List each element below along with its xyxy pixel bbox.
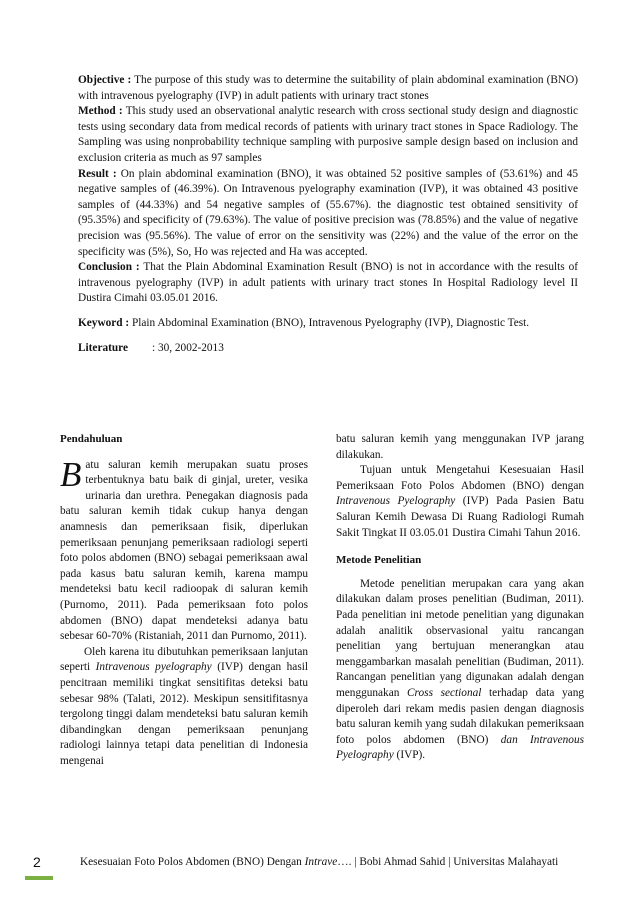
left-column — [60, 432, 308, 769]
section-heading-pendahuluan: Pendahuluan — [60, 433, 123, 445]
running-head — [80, 856, 558, 868]
keyword-paragraph — [78, 316, 578, 332]
result-paragraph — [78, 167, 578, 261]
objective-id-text-a: Tujuan untuk Mengetahui Kesesuaian Hasil Pemeriksaan Foto Polos Abdomen (BNO) dengan — [336, 464, 584, 492]
method-id-text-a: Metode penelitian merupakan cara yang akan dilakukan dalam proses penelitian (Budiman, 2011). Pada penelitian ini metode penelitian yang digunakan adalah analitik observasional yaitu rancangan penelitian yang bertujuan menerangkan atau menggambarkan masalah penelitian (Budiman, 2011). Rancangan penelitian yang digunakan adalah dengan menggunakan — [336, 577, 584, 699]
objective-id-italic: Intravenous Pyelography — [336, 495, 456, 508]
keyword-label: Keyword : — [78, 316, 130, 329]
intro-paragraph-2-text-a: Oleh karena itu dibutuhkan pemeriksaan lanjutan seperti — [60, 645, 308, 674]
literature-paragraph — [78, 341, 578, 357]
objective-paragraph — [78, 73, 578, 104]
running-head-italic: Intrave — [304, 856, 338, 868]
intro-paragraph-2-text-b: (IVP) dengan hasil pencitraan memiliki tingkat sensitifitas deteksi batu sebesar 98% (Talati, 2012). Meskipun sensitifitasnya tergolong tinggi dalam mendeteksi batu saluran kemih dibandingkan dengan pemeriksaan penunjang radiologi lainnya tetapi data penelitian di Indonesia mengenai — [60, 661, 308, 767]
result-label: Result : — [78, 167, 117, 180]
intro-paragraph-2 — [60, 645, 308, 770]
objective-text: The purpose of this study was to determine the suitability of plain abdominal examination (BNO) with intravenous pyelography (IVP) in adult patients with urinary tract stones — [78, 74, 579, 102]
method-text: This study used an observational analytic research with cross sectional study design and diagnostic tests using secondary data from medical records of patients with urinary tract stones in Space Radiology. The Sampling was using nonprobability technique sampling with purposive sample design based on inclusion and exclusion criteria as much as 97 samples — [78, 105, 579, 164]
abstract — [78, 73, 578, 356]
method-paragraph-id — [336, 577, 584, 764]
method-label: Method : — [78, 105, 123, 118]
literature-text: : 30, 2002-2013 — [152, 341, 224, 354]
drop-cap: B — [60, 454, 82, 494]
right-column — [336, 432, 584, 764]
method-paragraph — [78, 104, 578, 166]
intro-paragraph-1 — [60, 454, 308, 645]
objective-paragraph-id — [336, 463, 584, 541]
keyword-text: Plain Abdominal Examination (BNO), Intravenous Pyelography (IVP), Diagnostic Test. — [131, 316, 530, 329]
page-number: 2 — [33, 854, 41, 870]
conclusion-text: That the Plain Abdominal Examination Result (BNO) is not in accordance with the results of intravenous pyelography (IVP) in adult patients with urinary tract stones In Hospital Radiology level II Dustira Cimahi 03.05.01 2016. — [78, 261, 578, 305]
literature-label: Literature — [78, 341, 128, 354]
running-head-text-b: …. | Bobi Ahmad Sahid | Universitas Malahayati — [337, 856, 559, 868]
section-heading-metode: Metode Penelitian — [336, 554, 422, 567]
intro-paragraph-1-text: atu saluran kemih merupakan suatu proses terbentuknya batu baik di ginjal, ureter, vesika urinaria dan urethra. Penegakan diagnosis pada batu saluran kemih tidak cukup hanya dengan anamnesis dan pemeriksaan fisik, diperlukan pemeriksaan penunjang pemeriksaan radiologi seperti foto polos abdomen (BNO) sebagai pemeriksaan awal pada kasus batu saluran kemih, karena mampu mendeteksi batu kecil radioopak di saluran kemih (Purnomo, 2011). Pada pemeriksaan foto polos abdomen (BNO) dapat mendeteksi adanya batu sebesar 60-70% (Ristaniah, 2011 dan Purnomo, 2011). — [60, 458, 308, 643]
result-text: On plain abdominal examination (BNO), it was obtained 52 positive samples of (53.61%) and 45 negative samples of (46.39%). On Intravenous pyelography examination (IVP), it was obtained 43 positive samples of (44.33%) and 54 negative samples of (55.67%). the diagnostic test obtained sensitivity of (95.35%) and specificity of (79.63%). The value of positive precision was (78.85%) and the value of negative precision was (95.56%). The value of error on the sensitivity was (22%) and the value of the error on the specificity was (5%), So, Ho was rejected and Ha was accepted. — [78, 167, 578, 258]
method-id-italic-2: dan Intravenous Pyelography — [336, 733, 584, 762]
method-id-text-c: (IVP). — [393, 749, 426, 762]
method-id-italic: Cross sectional — [407, 686, 482, 699]
objective-label: Objective : — [78, 74, 132, 86]
page-footer — [0, 850, 638, 890]
conclusion-label: Conclusion : — [78, 261, 140, 274]
running-head-text-a: Kesesuaian Foto Polos Abdomen (BNO) Dengan — [80, 856, 305, 868]
conclusion-paragraph — [78, 260, 578, 307]
method-id-text-b: terhadap data yang diperoleh dari rekam medis pasien dengan diagnosis batu saluran kemih yang sudah dilakukan pemeriksaan foto polos abdomen (BNO) — [336, 686, 584, 746]
intro-paragraph-2-italic: Intravenous pyelography — [95, 661, 212, 674]
objective-id-text-b: (IVP) Pada Pasien Batu Saluran Kemih Dewasa Di Ruang Radiologi Rumah Sakit Tingkat II 03.05.01 Dustira Cimahi Tahun 2016. — [336, 495, 584, 539]
intro-continuation: batu saluran kemih yang menggunakan IVP jarang dilakukan. — [336, 433, 584, 461]
footer-accent-bar — [25, 876, 53, 880]
